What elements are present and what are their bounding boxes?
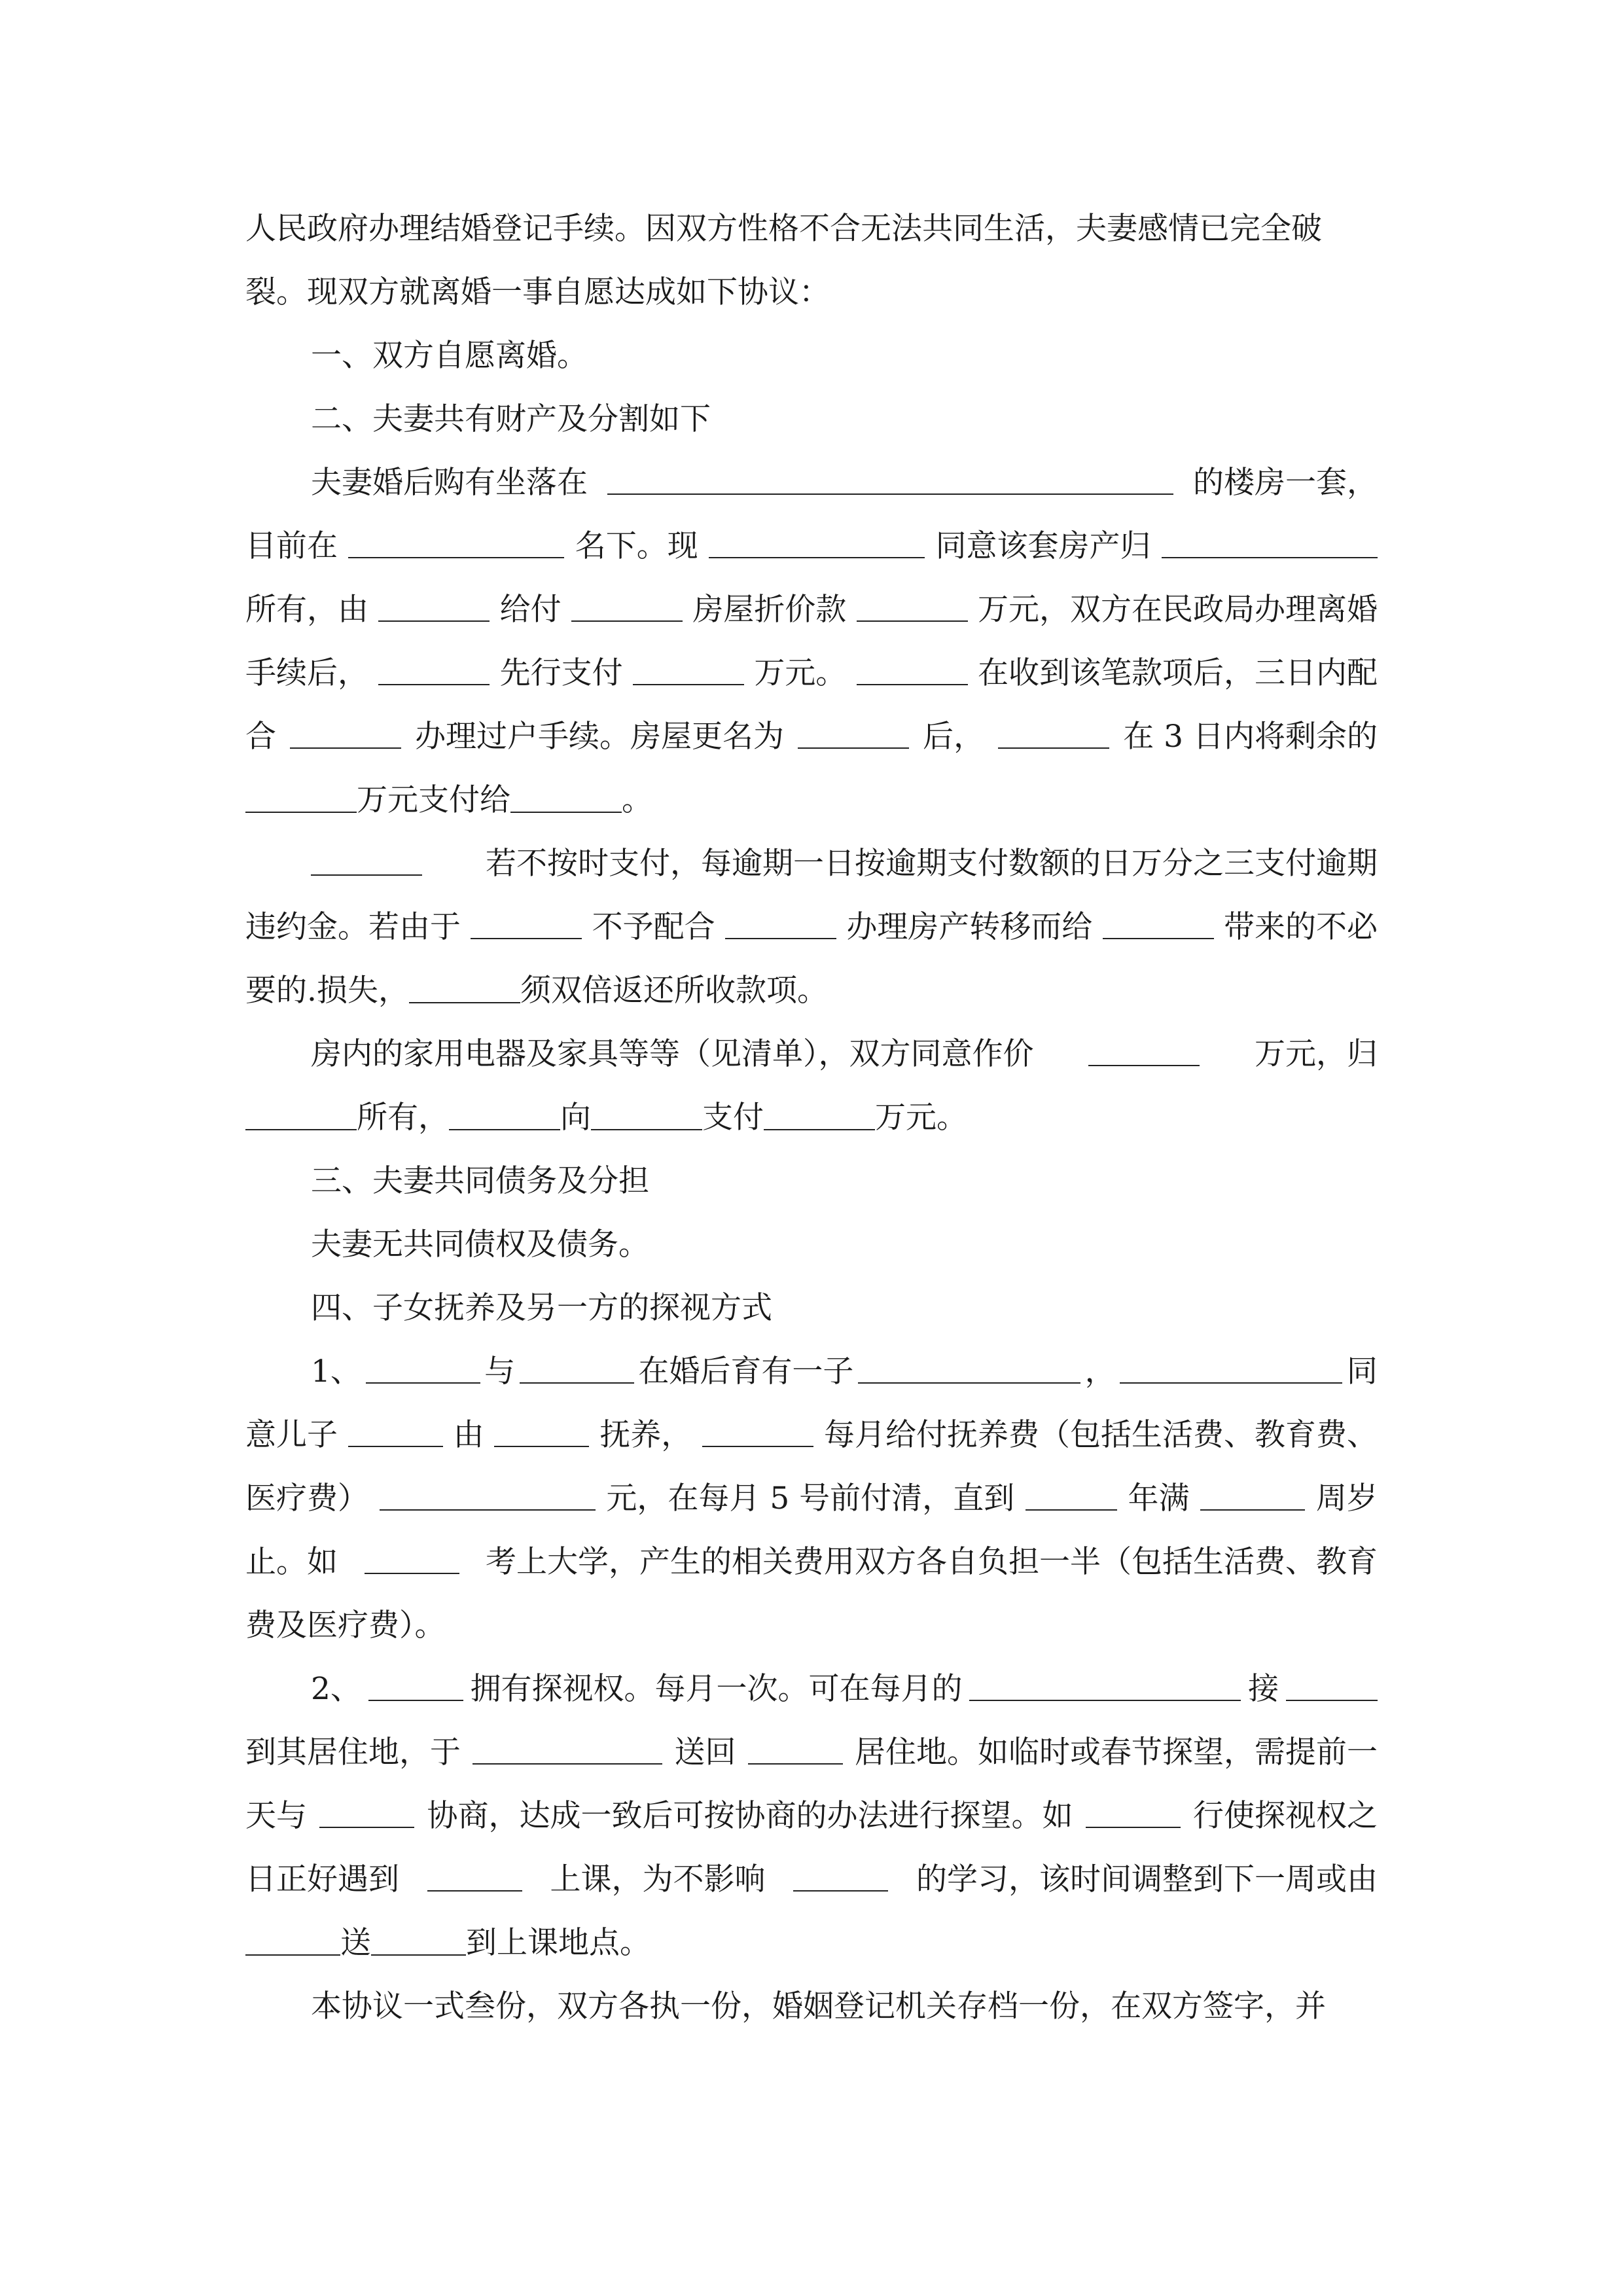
fill-in-blank[interactable] <box>365 1536 459 1574</box>
text-segment: 不予配合 <box>592 909 715 945</box>
text-segment: 房屋折价款 <box>692 592 847 628</box>
text-line <box>245 330 1378 382</box>
text-segment: 若不按时支付，每逾期一日按逾期支付数额的日万分之三支付逾期 <box>486 846 1378 882</box>
fill-in-blank[interactable] <box>371 1918 466 1956</box>
text-segment: 合 <box>245 719 276 755</box>
text-segment: 在收到该笔款项后，三日内配 <box>977 655 1378 691</box>
fill-in-blank[interactable] <box>571 584 683 622</box>
text-line <box>245 1981 1378 2033</box>
text-segment: 费及医疗费）。 <box>245 1607 446 1643</box>
fill-in-blank[interactable] <box>366 1346 480 1384</box>
fill-in-blank[interactable] <box>969 1663 1241 1701</box>
text-segment: 到上课地点。 <box>466 1925 651 1961</box>
text-line <box>245 520 1378 573</box>
fill-in-blank[interactable] <box>245 1092 357 1130</box>
fill-in-blank[interactable] <box>998 711 1109 749</box>
text-segment: 所有，由 <box>245 592 368 628</box>
fill-in-blank[interactable] <box>290 711 401 749</box>
text-segment: 。 <box>622 782 652 818</box>
text-segment: 年满 <box>1128 1480 1190 1516</box>
text-segment: 周岁 <box>1315 1480 1378 1516</box>
fill-in-blank[interactable] <box>510 775 622 813</box>
fill-in-blank[interactable] <box>520 1346 634 1384</box>
text-segment: 2、 <box>311 1671 361 1707</box>
fill-in-blank[interactable] <box>348 520 564 558</box>
text-line <box>245 1663 1378 1715</box>
text-segment: 在婚后育有一子 <box>638 1354 854 1390</box>
fill-in-blank[interactable] <box>368 1663 463 1701</box>
text-segment: 须双倍返还所收款项。 <box>520 973 828 1009</box>
text-segment: 同意该套房产归 <box>935 528 1151 564</box>
fill-in-blank[interactable] <box>245 775 357 813</box>
text-segment: 医疗费） <box>245 1480 368 1516</box>
text-segment: 办理房产转移而给 <box>846 909 1093 945</box>
text-line <box>245 1600 1378 1652</box>
text-segment: 一、双方自愿离婚。 <box>311 338 588 374</box>
text-line <box>245 711 1378 763</box>
fill-in-blank[interactable] <box>348 1409 443 1447</box>
text-segment: 先行支付 <box>499 655 623 691</box>
text-line <box>245 1282 1378 1335</box>
text-segment: 考上大学，产生的相关费用双方各自负担一半（包括生活费、教育 <box>486 1544 1378 1580</box>
text-line <box>245 1790 1378 1842</box>
fill-in-blank[interactable] <box>858 1346 1080 1384</box>
text-line <box>245 1917 1378 1969</box>
fill-in-blank[interactable] <box>607 457 1173 495</box>
text-segment: 行使探视权之 <box>1193 1798 1378 1834</box>
fill-in-blank[interactable] <box>245 1918 340 1956</box>
text-segment: 接 <box>1248 1671 1279 1707</box>
text-segment: 抚养， <box>599 1417 692 1453</box>
text-segment: 的楼房一套， <box>1193 465 1378 501</box>
fill-in-blank[interactable] <box>311 838 422 876</box>
fill-in-blank[interactable] <box>380 1473 596 1511</box>
text-line <box>245 1854 1378 1906</box>
fill-in-blank[interactable] <box>633 647 744 685</box>
text-segment: 天与 <box>245 1798 307 1834</box>
text-segment: 违约金。若由于 <box>245 909 461 945</box>
text-segment: 万元。 <box>754 655 847 691</box>
fill-in-blank[interactable] <box>471 901 582 939</box>
fill-in-blank[interactable] <box>494 1409 589 1447</box>
text-line <box>245 901 1378 954</box>
text-segment: 每月给付抚养费（包括生活费、教育费、 <box>823 1417 1378 1453</box>
text-segment: 由 <box>453 1417 484 1453</box>
text-line <box>245 1409 1378 1462</box>
text-segment: 协商，达成一致后可按协商的办法进行探望。如 <box>427 1798 1073 1834</box>
text-segment: 拥有探视权。每月一次。可在每月的 <box>470 1671 963 1707</box>
fill-in-blank[interactable] <box>1026 1473 1117 1511</box>
text-segment: 二、夫妻共有财产及分割如下 <box>311 401 711 437</box>
text-line <box>245 393 1378 446</box>
text-segment: 同 <box>1346 1354 1378 1390</box>
text-line <box>245 1473 1378 1525</box>
fill-in-blank[interactable] <box>1086 1790 1181 1828</box>
fill-in-blank[interactable] <box>857 647 968 685</box>
text-segment: 人民政府办理结婚登记手续。因双方性格不合无法共同生活，夫妻感情已完全破 <box>245 211 1322 247</box>
fill-in-blank[interactable] <box>709 520 925 558</box>
text-line <box>245 838 1378 890</box>
fill-in-blank[interactable] <box>591 1092 702 1130</box>
text-line <box>245 1346 1378 1398</box>
fill-in-blank[interactable] <box>702 1409 813 1447</box>
text-segment: 三、夫妻共同债务及分担 <box>311 1163 649 1199</box>
fill-in-blank[interactable] <box>793 1854 888 1892</box>
fill-in-blank[interactable] <box>449 1092 560 1130</box>
text-segment: 夫妻无共同债权及债务。 <box>311 1227 649 1263</box>
fill-in-blank[interactable] <box>473 1727 662 1765</box>
text-segment: 1、 <box>311 1354 361 1390</box>
text-segment: 止。如 <box>245 1544 338 1580</box>
text-segment: 万元。 <box>875 1100 967 1136</box>
text-segment: 后， <box>923 719 985 755</box>
text-segment: 送 <box>340 1925 371 1961</box>
text-segment: 万元，双方在民政局办理离婚 <box>977 592 1378 628</box>
text-segment: 的学习，该时间调整到下一周或由 <box>916 1861 1378 1897</box>
fill-in-blank[interactable] <box>857 584 968 622</box>
text-line <box>245 647 1378 700</box>
text-segment: 夫妻婚后购有坐落在 <box>311 465 588 501</box>
text-segment: 到其居住地，于 <box>245 1734 461 1770</box>
text-segment: 本协议一式叁份，双方各执一份，婚姻登记机关存档一份，在双方签字，并 <box>311 1988 1326 2024</box>
text-line <box>245 1092 1378 1144</box>
text-segment: 手续后， <box>245 655 368 691</box>
text-segment: 向 <box>560 1100 591 1136</box>
text-segment: 日正好遇到 <box>245 1861 399 1897</box>
text-segment: 四、子女抚养及另一方的探视方式 <box>311 1290 772 1326</box>
fill-in-blank[interactable] <box>1088 1028 1200 1066</box>
text-line <box>245 774 1378 827</box>
text-segment: 给付 <box>499 592 562 628</box>
fill-in-blank[interactable] <box>1200 1473 1305 1511</box>
text-segment: 所有， <box>357 1100 449 1136</box>
text-segment: 意儿子 <box>245 1417 338 1453</box>
fill-in-blank[interactable] <box>1120 1346 1342 1384</box>
fill-in-blank[interactable] <box>748 1727 843 1765</box>
text-segment: 裂。现双方就离婚一事自愿达成如下协议： <box>245 274 830 310</box>
text-segment: 支付 <box>702 1100 764 1136</box>
fill-in-blank[interactable] <box>378 584 490 622</box>
text-line <box>245 457 1378 509</box>
text-segment: 要的.损失， <box>245 973 409 1009</box>
fill-in-blank[interactable] <box>798 711 909 749</box>
fill-in-blank[interactable] <box>378 647 490 685</box>
text-segment: 万元支付给 <box>357 782 510 818</box>
text-line <box>245 1028 1378 1081</box>
text-line <box>245 203 1378 255</box>
text-line <box>245 1219 1378 1271</box>
text-segment: 在 3 日内将剩余的 <box>1123 719 1378 755</box>
fill-in-blank[interactable] <box>1286 1663 1378 1701</box>
text-segment: 元，在每月 5 号前付清，直到 <box>606 1480 1015 1516</box>
text-segment: 万元，归 <box>1255 1036 1378 1072</box>
fill-in-blank[interactable] <box>409 965 520 1003</box>
text-segment: 送回 <box>674 1734 736 1770</box>
text-line <box>245 584 1378 636</box>
text-segment: 名下。现 <box>575 528 698 564</box>
fill-in-blank[interactable] <box>1162 520 1378 558</box>
fill-in-blank[interactable] <box>725 901 836 939</box>
text-segment: 房内的家用电器及家具等等（见清单），双方同意作价 <box>311 1036 1034 1072</box>
text-segment: 带来的不必 <box>1223 909 1378 945</box>
fill-in-blank[interactable] <box>319 1790 414 1828</box>
fill-in-blank[interactable] <box>764 1092 875 1130</box>
fill-in-blank[interactable] <box>1103 901 1214 939</box>
text-segment: 居住地。如临时或春节探望，需提前一 <box>855 1734 1378 1770</box>
text-line <box>245 266 1378 319</box>
text-segment: 目前在 <box>245 528 338 564</box>
text-line <box>245 1727 1378 1779</box>
text-segment: 办理过户手续。房屋更名为 <box>415 719 785 755</box>
text-segment: 上课，为不影响 <box>550 1861 766 1897</box>
text-line <box>245 1155 1378 1208</box>
fill-in-blank[interactable] <box>427 1854 522 1892</box>
text-segment: 与 <box>484 1354 516 1390</box>
text-line <box>245 1536 1378 1588</box>
text-line <box>245 965 1378 1017</box>
text-segment: ， <box>1084 1354 1116 1390</box>
